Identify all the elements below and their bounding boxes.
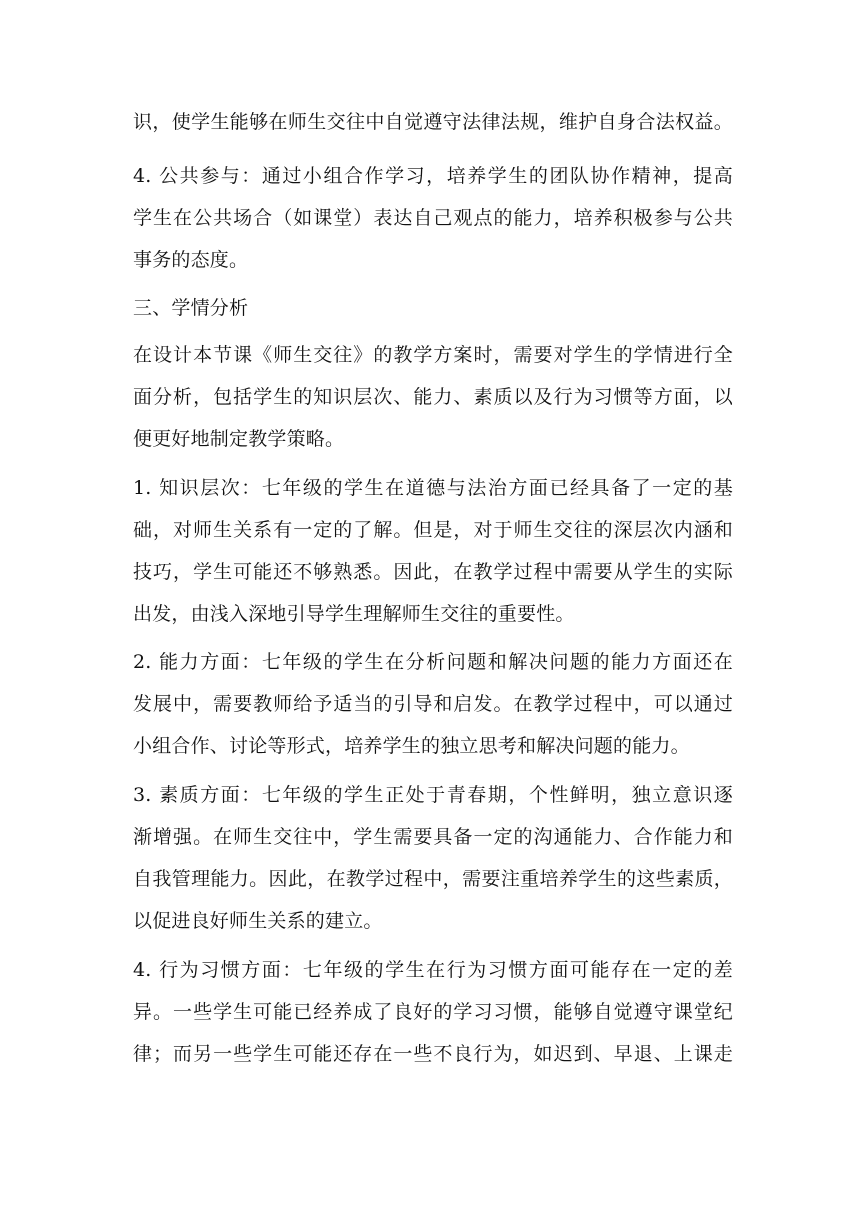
text-line: 便更好地制定教学策略。 [133, 428, 345, 450]
text-line: 4. 公共参与：通过小组合作学习，培养学生的团队协作精神，提高 [133, 165, 733, 187]
text-line: 2. 能力方面：七年级的学生在分析问题和解决问题的能力方面还在 [133, 651, 733, 673]
text-line: 技巧，学生可能还不够熟悉。因此，在教学过程中需要从学生的实际 [133, 561, 733, 583]
text-line: 异。一些学生可能已经养成了良好的学习习惯，能够自觉遵守课堂纪 [133, 1001, 733, 1023]
text-line: 小组合作、讨论等形式，培养学生的独立思考和解决问题的能力。 [133, 735, 690, 757]
text-line: 3. 素质方面：七年级的学生正处于青春期，个性鲜明，独立意识逐 [133, 784, 733, 806]
text-line: 学生在公共场合（如课堂）表达自己观点的能力，培养积极参与公共 [133, 207, 733, 229]
text-line: 自我管理能力。因此，在教学过程中，需要注重培养学生的这些素质， [133, 868, 733, 890]
text-line: 出发，由浅入深地引导学生理解师生交往的重要性。 [133, 603, 575, 625]
text-line: 识，使学生能够在师生交往中自觉遵守法律法规，维护自身合法权益。 [133, 111, 733, 133]
text-line: 发展中，需要教师给予适当的引导和启发。在教学过程中，可以通过 [133, 693, 733, 715]
section-heading: 三、学情分析 [133, 297, 249, 319]
text-line: 事务的态度。 [133, 249, 249, 271]
text-line: 以促进良好师生关系的建立。 [133, 910, 383, 932]
text-line: 4. 行为习惯方面：七年级的学生在行为习惯方面可能存在一定的差 [133, 959, 733, 981]
text-line: 1. 知识层次：七年级的学生在道德与法治方面已经具备了一定的基 [133, 477, 733, 499]
text-line: 础，对师生关系有一定的了解。但是，对于师生交往的深层次内涵和 [133, 519, 733, 541]
text-line: 律；而另一些学生可能还存在一些不良行为，如迟到、早退、上课走 [133, 1043, 733, 1065]
text-line: 在设计本节课《师生交往》的教学方案时，需要对学生的学情进行全 [133, 344, 733, 366]
text-line: 渐增强。在师生交往中，学生需要具备一定的沟通能力、合作能力和 [133, 826, 733, 848]
text-line: 面分析，包括学生的知识层次、能力、素质以及行为习惯等方面，以 [133, 386, 733, 408]
